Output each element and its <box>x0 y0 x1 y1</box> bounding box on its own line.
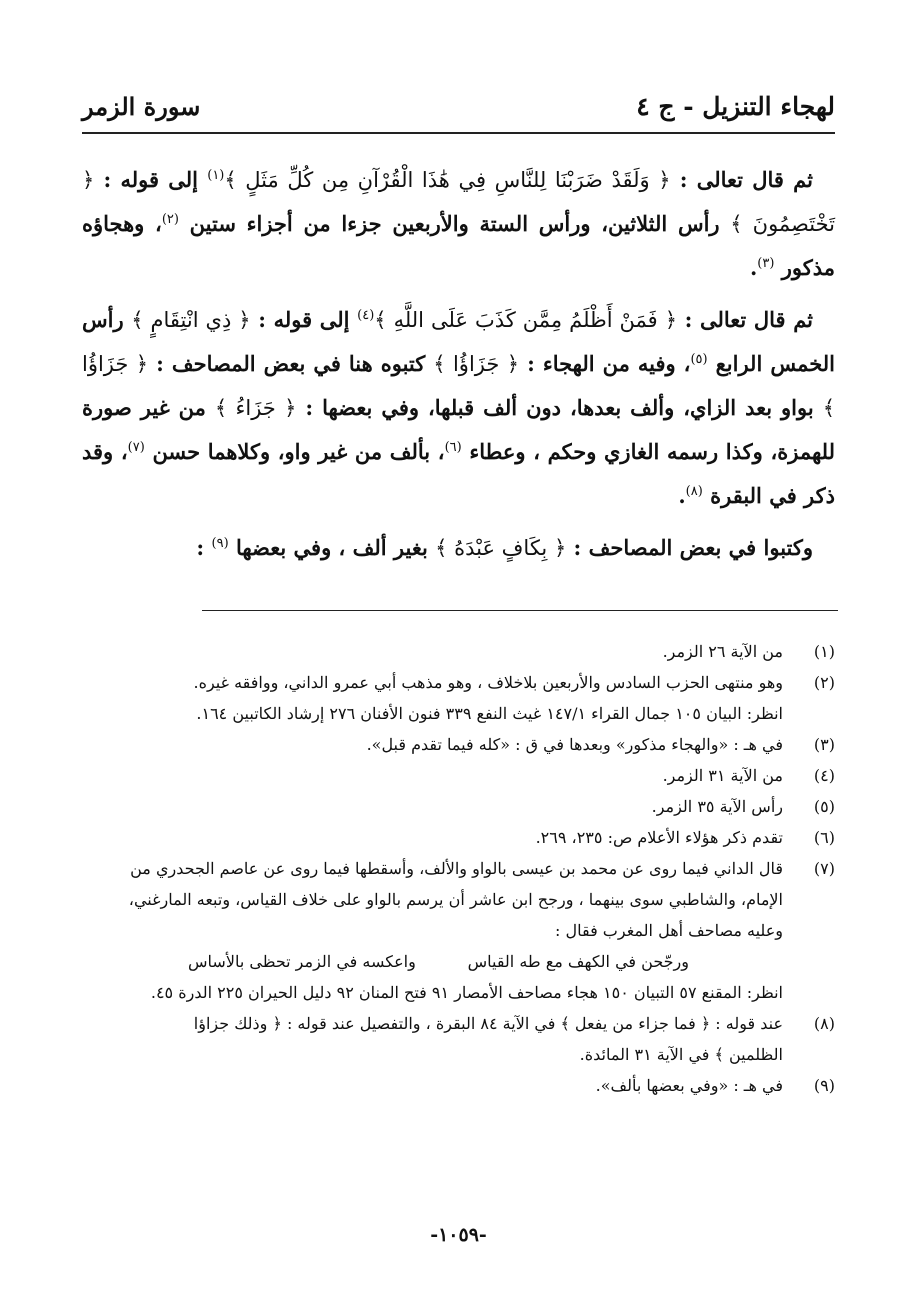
book-title: لهجاء التنزيل - ج ٤ <box>636 92 835 121</box>
footnote-text: عند قوله : ﴿ فما جزاء من يفعل ﴾ في الآية ٨٤ البقرة ، والتفصيل عند قوله : ﴿ وذلك جزاؤا <box>193 1014 783 1033</box>
main-text <box>82 158 835 578</box>
text-segment: بغير ألف ، وفي بعضها <box>228 535 436 560</box>
surah-title: سورة الزمر <box>82 92 201 121</box>
footnote-text: تقدم ذكر هؤلاء الأعلام ص: ٢٣٥، ٢٦٩. <box>535 828 783 847</box>
footnote-2 <box>78 667 835 729</box>
footnote-text: رأس الآية ٣٥ الزمر. <box>651 797 783 816</box>
footnote-ref: (٨) <box>685 484 703 499</box>
quran-quote: ﴿ فَمَنْ أَظْلَمُ مِمَّن كَذَبَ عَلَى اللَّهِ ﴾ <box>374 308 677 332</box>
footnotes <box>78 636 835 1101</box>
text-segment: . <box>678 483 686 508</box>
quran-quote: ﴿ وَلَقَدْ ضَرَبْنَا لِلنَّاسِ فِي هَٰذَا الْقُرْآنِ مِن كُلِّ مَثَلٍ ﴾ <box>224 168 671 192</box>
text-segment: رأس الخمس الرابع <box>82 307 836 376</box>
quran-quote: ﴿ جَزَاؤُا ﴾ <box>433 352 520 376</box>
page-header <box>82 84 835 134</box>
footnote-text: من الآية ٣١ الزمر. <box>662 766 783 785</box>
paragraph-1 <box>82 158 835 290</box>
footnote-3 <box>78 729 835 760</box>
verse-hemistich-right: ورجّحن في الكهف مع طه القياس <box>467 952 689 971</box>
footnote-number: (٦) <box>813 828 835 847</box>
text-segment: وكتبوا في بعض المصاحف : <box>566 535 813 560</box>
footnote-7 <box>78 853 835 1008</box>
footnote-number: (١) <box>813 642 835 661</box>
text-segment: من غير صورة للهمزة، وكذا رسمه الغازي وحكم ، وعطاء <box>82 395 835 464</box>
footnote-ref: (٣) <box>757 256 775 271</box>
text-segment: ، وقد ذكر في البقرة <box>82 439 835 508</box>
header-divider <box>82 132 835 134</box>
footnote-number: (٥) <box>813 797 835 816</box>
footnote-text: في هـ : «وفي بعضها بألف». <box>595 1076 783 1095</box>
footnote-ref: (٢) <box>161 212 179 227</box>
footnote-ref: (٥) <box>690 352 708 367</box>
text-segment: رأس الثلاثين، ورأس الستة والأربعين جزءا من أجزاء ستين <box>178 211 731 236</box>
footnote-ref: (٩) <box>211 536 229 551</box>
footnote-9 <box>78 1070 835 1101</box>
quran-quote: ﴿ بِكَافٍ عَبْدَهُ ﴾ <box>435 536 567 560</box>
footnote-text: وعليه مصاحف أهل المغرب فقال : <box>555 921 783 940</box>
footnote-ref: (٧) <box>127 440 145 455</box>
text-segment: ، وفيه من الهجاء : <box>519 351 691 376</box>
text-segment: ، بألف من غير واو، وكلاهما حسن <box>144 439 445 464</box>
page-number: -١٠٥٩- <box>430 1224 487 1246</box>
quran-quote: ﴿ جَزَاءُ ﴾ <box>214 396 297 420</box>
quran-quote: ﴿ جَزَاؤُا ﴾ <box>82 352 835 420</box>
footnote-number: (٩) <box>813 1076 835 1095</box>
text-segment: ، وهجاؤه مذكور <box>82 211 835 280</box>
paragraph-2 <box>82 298 835 518</box>
text-segment: : <box>196 535 212 560</box>
footnote-ref: (٤) <box>357 308 375 323</box>
footnote-4 <box>78 760 835 791</box>
footnote-text: من الآية ٢٦ الزمر. <box>662 642 783 661</box>
verse-hemistich-left: واعكسه في الزمر تحظى بالأساس <box>188 952 416 971</box>
footnote-text: انظر: المقنع ٥٧ التبيان ١٥٠ هجاء مصاحف الأمصار ٩١ فتح المنان ٩٢ دليل الحيران ٢٢٥ الدرة ٤٥. <box>150 983 783 1002</box>
paragraph-3 <box>82 526 835 570</box>
footnote-5 <box>78 791 835 822</box>
footnote-text: قال الداني فيما روى عن محمد بن عيسى بالواو والألف، وأسقطها فيما روى عن عاصم الجحدري من <box>130 859 783 878</box>
text-segment: . <box>749 255 758 280</box>
footnote-ref: (٦) <box>444 440 462 455</box>
footnote-number: (٨) <box>813 1014 835 1033</box>
quran-quote: ﴿ تَخْتَصِمُونَ ﴾ <box>82 168 836 236</box>
footnote-text: في هـ : «والهجاء مذكور» وبعدها في ق : «كله فيما تقدم قبل». <box>366 735 783 754</box>
text-segment: بواو بعد الزاي، وألف بعدها، دون ألف قبلها، وفي بعضها : <box>296 395 823 420</box>
text-segment: ثم قال تعالى : <box>670 167 813 192</box>
footnote-1 <box>78 636 835 667</box>
text-segment: كتبوه هنا في بعض المصاحف : <box>148 351 434 376</box>
text-segment: إلى قوله : <box>250 307 358 332</box>
footnote-6 <box>78 822 835 853</box>
poem-verse <box>78 946 783 977</box>
text-segment: إلى قوله : <box>94 167 208 192</box>
footnote-ref: (١) <box>207 168 225 183</box>
footnote-8 <box>78 1008 835 1070</box>
footnote-number: (٤) <box>813 766 835 785</box>
footnote-text: انظر: البيان ١٠٥ جمال القراء ١٤٧/١ غيث النفع ٣٣٩ فنون الأفنان ٢٧٦ إرشاد الكاتبين ١٦٤. <box>196 704 783 723</box>
footnote-number: (٧) <box>813 859 835 878</box>
footnote-number: (٢) <box>813 673 835 692</box>
footnote-text: الظلمين ﴾ في الآية ٣١ المائدة. <box>579 1045 783 1064</box>
footnote-divider <box>202 610 838 611</box>
footnote-text: وهو منتهى الحزب السادس والأربعين بلاخلاف ، وهو مذهب أبي عمرو الداني، ووافقه غيره. <box>193 673 783 692</box>
quran-quote: ﴿ ذِي انْتِقَامٍ ﴾ <box>131 308 251 332</box>
footnote-number: (٣) <box>813 735 835 754</box>
footnote-text: الإمام، والشاطبي سوى بينهما ، ورجح ابن عاشر أن يرسم بالواو على خلاف القياس، وتبعه المارغني، <box>128 890 783 909</box>
text-segment: ثم قال تعالى : <box>677 307 814 332</box>
